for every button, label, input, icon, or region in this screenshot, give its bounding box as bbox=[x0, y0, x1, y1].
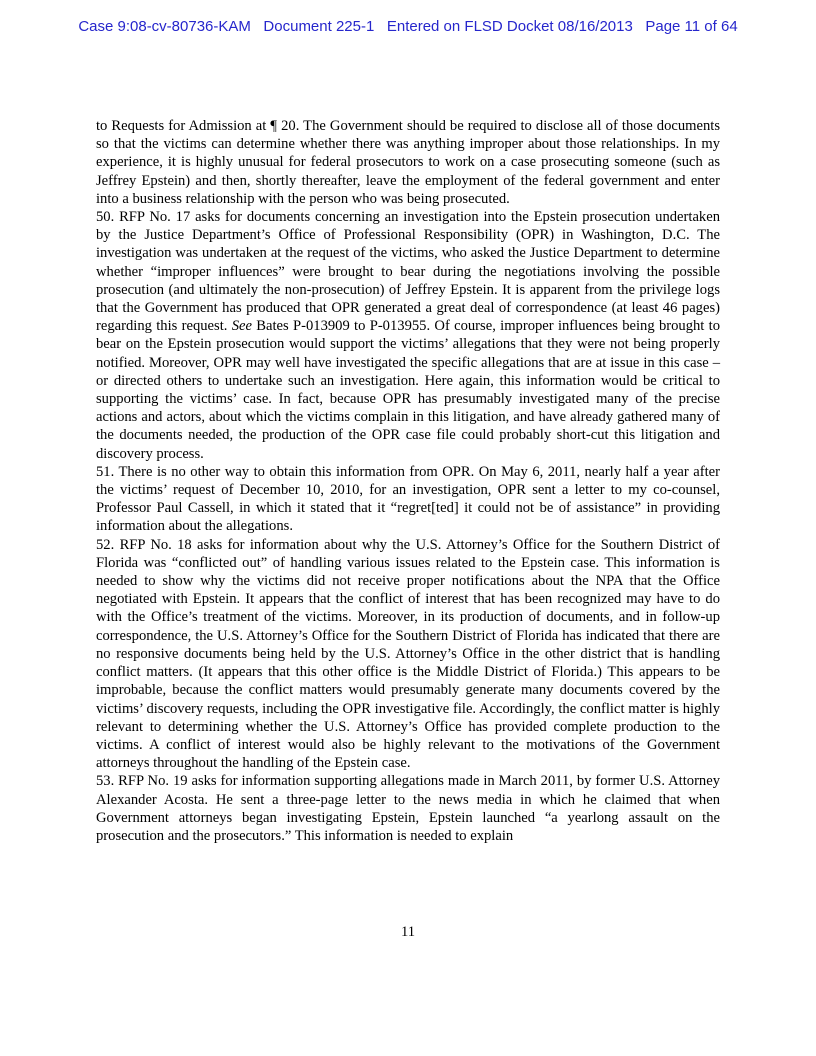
page-number: 11 bbox=[400, 924, 416, 940]
case-number: Case 9:08-cv-80736-KAM bbox=[78, 18, 251, 35]
paragraph-50-text-start: 50. RFP No. 17 asks for documents concerning an investigation into the Epstein prosecution undertaken by the Justice Department’s Office of Professional Responsibility (OPR) in Washington, D.C. The investigation was undertaken at the request of the victims, who asked the Justice Department to determine whether “improper influences” were brought to bear during the negotiations involving the possible prosecution (and ultimately the non-prosecution) of Jeffrey Epstein. It is apparent from the privilege logs that the Government has produced that OPR generated a great deal of correspondence (at least 46 pages) regarding this request. bbox=[96, 209, 720, 335]
paragraph-50 bbox=[96, 208, 720, 463]
document-number: Document 225-1 bbox=[263, 18, 375, 35]
see-citation-signal: See bbox=[231, 318, 252, 335]
paragraph-53: 53. RFP No. 19 asks for information supporting allegations made in March 2011, by former U.S. Attorney Alexander Acosta. He sent a three-page letter to the news media in which he claimed that when Government attorneys began investigating Epstein, Epstein launched “a yearlong assault on the prosecution and the prosecutors.” This information is needed to explain bbox=[96, 773, 720, 844]
page-count: Page 11 of 64 bbox=[645, 18, 738, 35]
paragraph-51: 51. There is no other way to obtain this information from OPR. On May 6, 2011, nearly half a year after the victims’ request of December 10, 2010, for an investigation, OPR sent a letter to my co-counsel, Professor Paul Cassell, in which it stated that it “regret[ted] it could not be of assistance” in providing information about the allegations. bbox=[96, 463, 720, 535]
docket-entry: Entered on FLSD Docket 08/16/2013 bbox=[386, 18, 633, 35]
court-filing-header bbox=[40, 18, 776, 35]
paragraph-52: 52. RFP No. 18 asks for information about why the U.S. Attorney’s Office for the Southern District of Florida was “conflicted out” of handling various issues related to the Epstein case. This information is needed to show why the victims did not receive proper notifications about the NPA that the Office negotiated with Epstein. It appears that the conflict of interest that has been recognized may have to do with the Office’s treatment of the victims. Moreover, in its production of documents, and in follow-up correspondence, the U.S. Attorney’s Office for the Southern District of Florida has indicated that there are no responsive documents being held by the U.S. Attorney’s Office in the other district that is handling conflict matters. (It appears that this other office is the Middle District of Florida.) This appears to be improbable, because the conflict matters would presumably generate many documents covered by the victims’ discovery requests, including the OPR investigative file. Accordingly, the conflict matter is highly relevant to determining whether the U.S. Attorney’s Office has provided complete production to the victims. A conflict of interest would also be highly relevant to the motivations of the Government attorneys throughout the handling of the Epstein case. bbox=[96, 536, 720, 772]
document-body bbox=[96, 117, 720, 845]
paragraph-continued: to Requests for Admission at ¶ 20. The Government should be required to disclose all of those documents so that the victims can determine whether there was anything improper about those relationships. In my experience, it is highly unusual for federal prosecutors to work on a case prosecuting someone (such as Jeffrey Epstein) and then, shortly thereafter, leave the employment of the federal government and enter into a business relationship with the person who was being prosecuted. bbox=[96, 118, 720, 207]
paragraph-50-text-end: Bates P-013909 to P-013955. Of course, improper influences being brought to bear on the Epstein prosecution would support the victims’ allegations that they were not being properly notified. Moreover, OPR may well have investigated the specific allegations that are at issue in this case – or directed others to undertake such an investigation. Here again, this information would be critical to supporting the victims’ case. In fact, because OPR has presumably investigated many of the precise actions and actors, about which the victims complain in this litigation, and have already gathered many of the documents needed, the production of the OPR case file could probably short-cut this litigation and discovery process. bbox=[96, 318, 720, 462]
